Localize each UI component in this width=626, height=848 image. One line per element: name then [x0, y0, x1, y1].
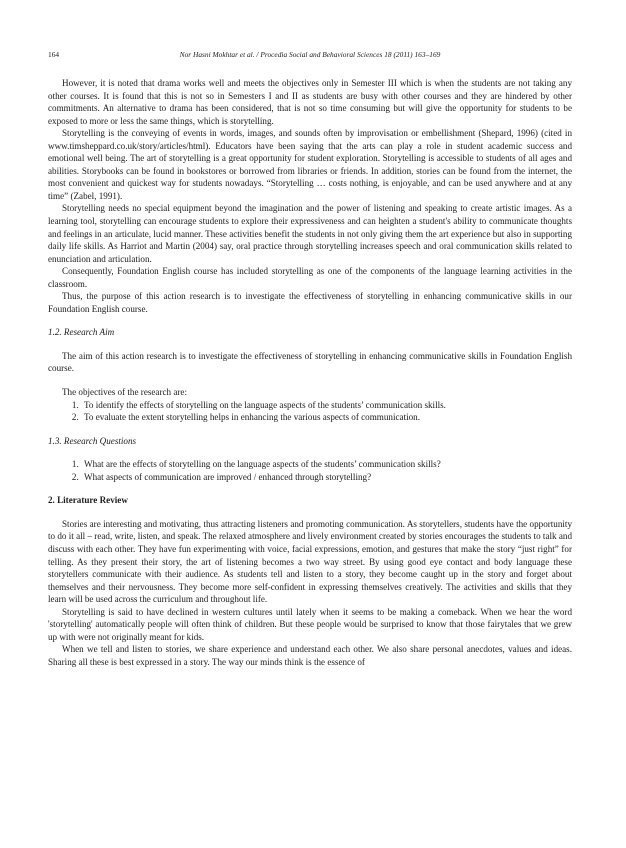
paragraph: Stories are interesting and motivating, thus attracting listeners and promoting communication. As storytellers, students have the opportunity to do it all – read, write, listen, and speak. The relaxed atmosphere and lively environment created by stories encourages the students to talk and discuss with each other. They have fun experimenting with voice, facial expressions, emotion, and gestures that make the story “just right” for telling. As they present their story, the art of listening becomes a two way street. By using good eye contact and body language these storytellers communicate with their audience. As students tell and listen to a story, they become caught up in the story and forget about themselves and their nervousness. They become more self-confident in expressing themselves creatively. The activities and skills that they learn will be used across the curriculum and throughout life. [48, 518, 572, 605]
literature-review-section [48, 518, 572, 669]
paragraph: Thus, the purpose of this action research is to investigate the effectiveness of storytelling in enhancing communicative skills in our Foundation English course. [48, 291, 572, 314]
objectives-intro: The objectives of the research are: [62, 387, 187, 398]
list-item: 1. What are the effects of storytelling on the language aspects of the students’ communication skills? [81, 458, 572, 471]
paragraph: However, it is noted that drama works well and meets the objectives only in Semester III which is when the students are not taking any other courses. It is found that this is not so in Semesters I and II as students are busy with other courses and they are hindered by other commitments. An alternative to drama has been considered, that is not so time consuming but will give the opportunity for students to be exposed to more or less the same things, which is storytelling. [48, 78, 572, 126]
research-questions-list [48, 458, 572, 483]
journal-citation-line: Nor Hasni Mokhtar et al. / Procedia Social and Behavioral Sciences 18 (2011) 163–169 [179, 50, 441, 59]
page-number: 164 [48, 50, 60, 59]
research-aim-section [48, 350, 572, 424]
list-item: 2. To evaluate the extent storytelling helps in enhancing the various aspects of communication. [81, 411, 572, 424]
paragraph: Storytelling needs no special equipment beyond the imagination and the power of listening and speaking to create artistic images. As a learning tool, storytelling can encourage students to explore their expressiveness and can heighten a student's ability to communicate thoughts and feelings in an articulate, lucid manner. These activities benefit the students in not only giving them the art experience but also in supporting daily life skills. As Harriot and Martin (2004) say, oral practice through storytelling increases speech and oral communication skills related to enunciation and articulation. [48, 203, 572, 264]
objectives-list [48, 399, 572, 424]
paragraph: When we tell and listen to stories, we share experience and understand each other. We also share personal anecdotes, values and ideas. Sharing all these is best expressed in a story. The way our minds think is the essence of [48, 644, 572, 667]
paper-page [48, 50, 572, 668]
section-heading-literature-review: 2. Literature Review [48, 495, 128, 506]
section-heading-research-aim: 1.2. Research Aim [48, 327, 115, 338]
paragraph: The aim of this action research is to investigate the effectiveness of storytelling in enhancing communicative skills in Foundation English course. [48, 350, 572, 374]
running-header [48, 50, 572, 64]
section-heading-research-questions: 1.3. Research Questions [48, 435, 137, 446]
intro-section [48, 77, 572, 315]
list-item: 2. What aspects of communication are improved / enhanced through storytelling? [81, 471, 572, 484]
paragraph: Consequently, Foundation English course has included storytelling as one of the components of the language learning activities in the classroom. [48, 266, 572, 289]
paragraph: Storytelling is the conveying of events in words, images, and sounds often by improvisation or embellishment (Shepard, 1996) (cited in www.timsheppard.co.uk/story/articles/html). Educators have been saying that the arts can play a role in student academic success and emotional well being. The art of storytelling is a great opportunity for student exploration. Storytelling is accessible to students of all ages and abilities. Storybooks can be found in bookstores or borrowed from libraries or friends. In addition, stories can be found from the internet, the most convenient and quickest way for students nowadays. “Storytelling … costs nothing, is enjoyable, and can be used anywhere and at any time” (Zabel, 1991). [48, 128, 572, 201]
paragraph: Storytelling is said to have declined in western cultures until lately when it seems to be making a comeback. When we hear the word 'storytelling' automatically people will often think of children. But these people would be surprised to know that those fairytales that we grew up with were not originally meant for kids. [48, 606, 572, 642]
list-item: 1. To identify the effects of storytelling on the language aspects of the students’ communication skills. [81, 399, 572, 412]
